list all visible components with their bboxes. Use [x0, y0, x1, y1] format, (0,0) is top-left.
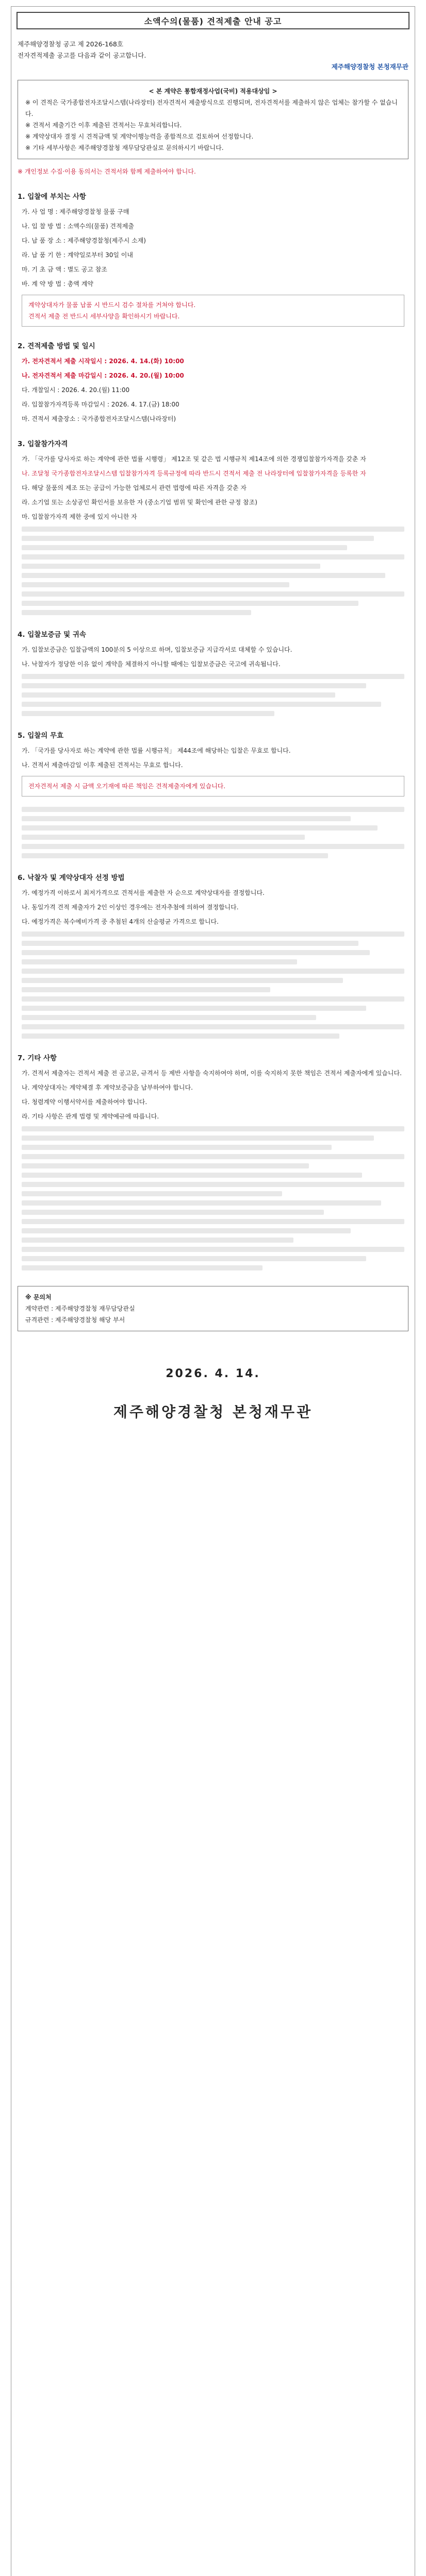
notice-page [11, 6, 415, 2576]
notice-date: 2026. 4. 14. [166, 1367, 260, 1380]
section-7 [18, 1052, 408, 1270]
s4-para-1: 가. 입찰보증금은 입찰금액의 100분의 5 이상으로 하며, 입찰보증금 지급각서로 대체할 수 있습니다. [22, 646, 292, 653]
s7-para-1: 가. 견적서 제출자는 견적서 제출 전 공고문, 규격서 등 제반 사항을 숙지하여야 하며, 이를 숙지하지 못한 책임은 견적서 제출자에게 있습니다. [22, 1070, 402, 1077]
s6-para-2: 나. 동일가격 견적 제출자가 2인 이상인 경우에는 전자추첨에 의하여 결정합니다. [22, 904, 239, 911]
s1-item-5: 마. 기 초 금 액 : 별도 공고 참조 [22, 266, 107, 273]
s2-item-4: 라. 입찰참가자격등록 마감일시 : 2026. 4. 17.(금) 18:00 [22, 401, 179, 408]
s2-item-2: 나. 전자견적서 제출 마감일시 : 2026. 4. 20.(월) 10:00 [22, 372, 184, 379]
section-3 [18, 438, 408, 615]
s7-detail [22, 1126, 404, 1270]
intro [18, 39, 408, 73]
s1-box [22, 295, 404, 327]
s3-para-5: 마. 입찰참가자격 제한 중에 있지 아니한 자 [22, 513, 137, 520]
s1-item-2: 나. 입 찰 방 법 : 소액수의(물품) 견적제출 [22, 223, 134, 230]
s1-box-line-1: 계약상대자가 물품 납품 시 반드시 검수 절차를 거쳐야 합니다. [28, 301, 196, 309]
s5-para-2: 나. 견적서 제출마감일 이후 제출된 견적서는 무효로 합니다. [22, 761, 183, 769]
s1-box-line-2: 견적서 제출 전 반드시 세부사양을 확인하시기 바랍니다. [28, 313, 180, 320]
contact-line-2: 규격관련 : 제주해양경찰청 해당 부서 [25, 1316, 125, 1324]
notice-box-heading: < 본 계약은 통합재정사업(국비) 적용대상임 > [149, 88, 277, 95]
section-6 [18, 872, 408, 1039]
page-title: 소액수의(물품) 견적제출 안내 공고 [17, 12, 409, 29]
section-3-title: 3. 입찰참가자격 [18, 440, 68, 448]
notice-box-line-2: ※ 견적서 제출기간 이후 제출된 견적서는 무효처리합니다. [25, 122, 182, 129]
s1-item-3: 다. 납 품 장 소 : 제주해양경찰청(제주시 소재) [22, 237, 146, 244]
s2-item-1: 가. 전자견적서 제출 시작일시 : 2026. 4. 14.(화) 10:00 [22, 358, 184, 365]
intro-text: 전자견적제출 공고를 다음과 같이 공고합니다. [18, 52, 146, 59]
notice-box-line-1: ※ 이 견적은 국가종합전자조달시스템(나라장터) 전자견적서 제출방식으로 진행되며, 전자견적서를 제출하지 않은 업체는 참가할 수 없습니다. [25, 99, 398, 117]
notice-box-line-4: ※ 기타 세부사항은 제주해양경찰청 재무담당관실로 문의하시기 바랍니다. [25, 144, 224, 151]
s7-para-2: 나. 계약상대자는 계약체결 후 계약보증금을 납부하여야 합니다. [22, 1084, 193, 1091]
section-4 [18, 629, 408, 716]
s3-para-3: 다. 해당 물품의 제조 또는 공급이 가능한 업체로서 관련 법령에 따른 자격을 갖춘 자 [22, 484, 247, 492]
notice-number: 제주해양경찰청 공고 제 2026-168호 [18, 40, 123, 48]
s7-para-3: 다. 청렴계약 이행서약서를 제출하여야 합니다. [22, 1098, 148, 1106]
note-top: ※ 개인정보 수집·이용 동의서는 견적서와 함께 제출하여야 합니다. [18, 168, 196, 175]
s6-para-1: 가. 예정가격 이하로서 최저가격으로 견적서를 제출한 자 순으로 계약상대자를 결정합니다. [22, 889, 265, 896]
section-5 [18, 730, 408, 858]
notice-box [18, 80, 408, 159]
s4-para-2: 나. 낙찰자가 정당한 이유 없이 계약을 체결하지 아니할 때에는 입찰보증금은 국고에 귀속됩니다. [22, 660, 281, 668]
section-4-title: 4. 입찰보증금 및 귀속 [18, 631, 86, 639]
s1-item-6: 바. 계 약 방 법 : 총액 계약 [22, 280, 93, 287]
s3-para-1: 가. 「국가를 당사자로 하는 계약에 관한 법률 시행령」 제12조 및 같은 법 시행규칙 제14조에 의한 경쟁입찰참가자격을 갖춘 자 [22, 455, 367, 463]
s2-item-3: 다. 개찰일시 : 2026. 4. 20.(월) 11:00 [22, 386, 130, 394]
s3-para-2: 나. 조달청 국가종합전자조달시스템 입찰참가자격 등록규정에 따라 반드시 견적서 제출 전 나라장터에 입찰참가자격을 등록한 자 [22, 470, 366, 477]
s5-para-1: 가. 「국가를 당사자로 하는 계약에 관한 법률 시행규칙」 제44조에 해당하는 입찰은 무효로 합니다. [22, 747, 291, 754]
section-7-title: 7. 기타 사항 [18, 1054, 57, 1062]
notice-box-line-3: ※ 계약상대자 결정 시 견적금액 및 계약이행능력을 종합적으로 검토하여 선정합니다. [25, 133, 254, 140]
issuer-top: 제주해양경찰청 본청재무관 [331, 63, 408, 71]
s6-detail [22, 931, 404, 1039]
contact-box [18, 1286, 408, 1331]
s4-detail [22, 674, 404, 716]
s5-box-text: 전자견적서 제출 시 금액 오기재에 따른 책임은 견적제출자에게 있습니다. [28, 783, 226, 790]
s5-detail [22, 796, 404, 858]
s3-para-4: 라. 소기업 또는 소상공인 확인서를 보유한 자 (중소기업 범위 및 확인에 관한 규정 참조) [22, 499, 257, 506]
s5-box [22, 776, 404, 796]
section-2 [18, 340, 408, 425]
section-2-title: 2. 견적제출 방법 및 일시 [18, 342, 95, 350]
s2-item-5: 마. 견적서 제출장소 : 국가종합전자조달시스템(나라장터) [22, 415, 176, 422]
issuer-bottom: 제주해양경찰청 본청재무관 [113, 1403, 313, 1420]
s1-item-4: 라. 납 품 기 한 : 계약일로부터 30일 이내 [22, 251, 133, 259]
section-1 [18, 191, 408, 327]
contact-title: ※ 문의처 [25, 1294, 52, 1301]
contact-line-1: 계약관련 : 제주해양경찰청 재무담당관실 [25, 1305, 135, 1312]
section-5-title: 5. 입찰의 무효 [18, 732, 64, 740]
s3-detail [22, 527, 404, 615]
s6-para-3: 다. 예정가격은 복수예비가격 중 추첨된 4개의 산술평균 가격으로 합니다. [22, 918, 219, 925]
section-1-title: 1. 입찰에 부치는 사항 [18, 193, 86, 201]
s1-item-1: 가. 사 업 명 : 제주해양경찰청 물품 구매 [22, 208, 129, 215]
s7-para-4: 라. 기타 사항은 관계 법령 및 계약예규에 따릅니다. [22, 1113, 159, 1120]
section-6-title: 6. 낙찰자 및 계약상대자 선정 방법 [18, 874, 125, 882]
